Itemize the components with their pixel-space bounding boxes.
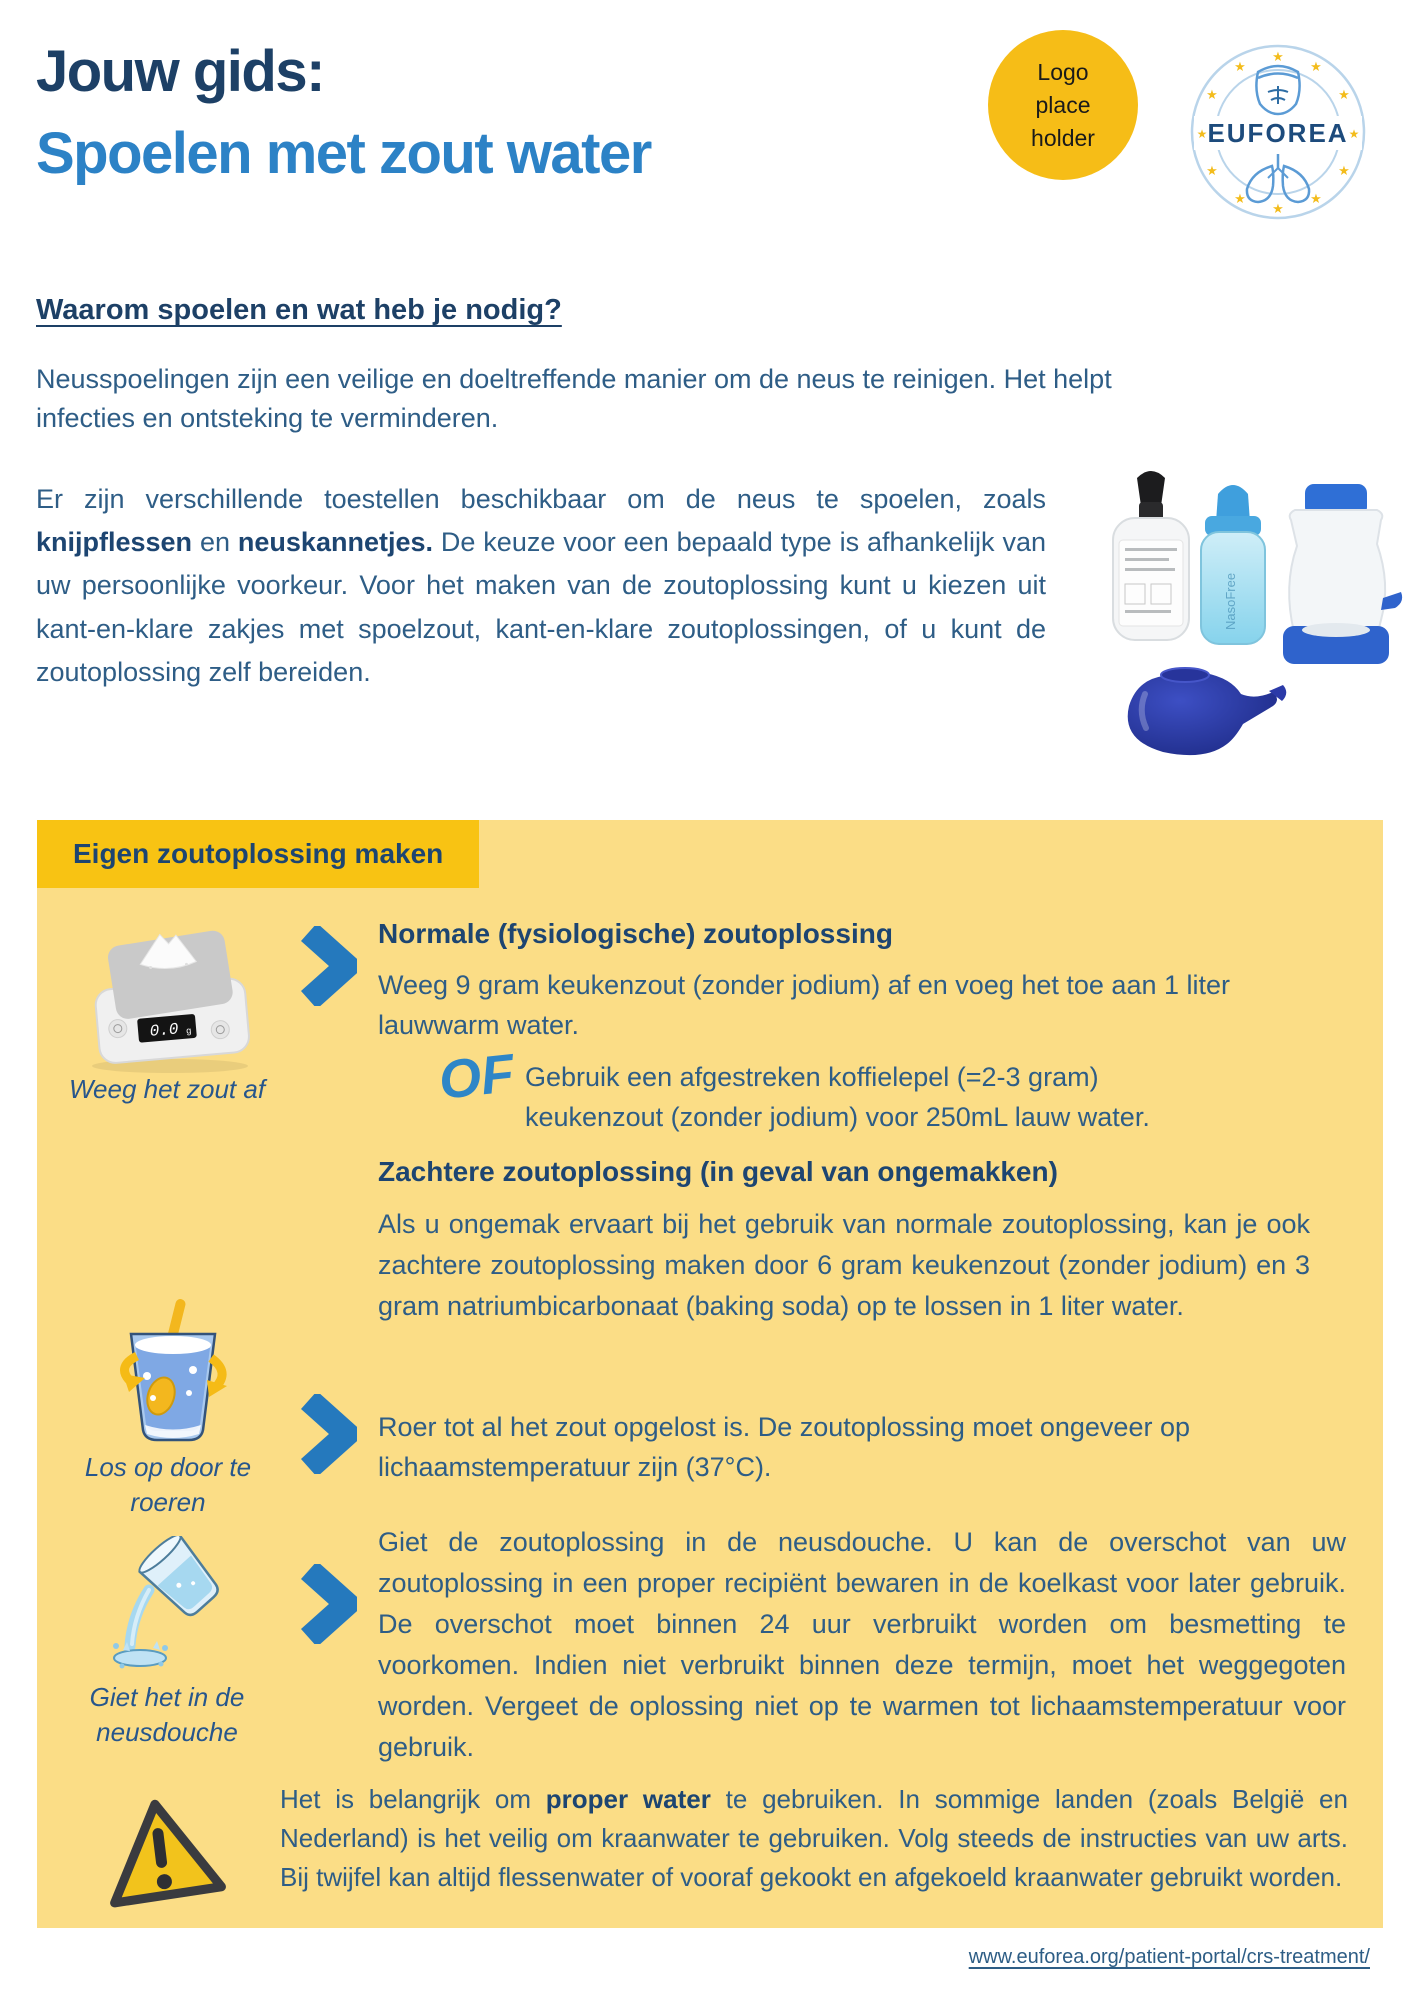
footer-url-link[interactable]: www.euforea.org/patient-portal/crs-treatment/ — [968, 1946, 1370, 1968]
pouring-glass-icon — [113, 1536, 228, 1686]
intro-paragraph-2 — [36, 478, 1046, 694]
intro-paragraph-2-seg1: Er zijn verschillende toestellen beschikbaar om de neus te spoelen, zoals — [36, 484, 1046, 514]
chevron-right-icon — [301, 1564, 357, 1644]
large-rinse-bottle-image — [1283, 484, 1402, 664]
chevron-right-icon — [301, 1394, 357, 1474]
scale-display-value: 0.0 — [149, 1020, 180, 1041]
kitchen-scale-icon — [75, 922, 265, 1077]
neti-pot-image — [1128, 668, 1287, 755]
intro-paragraph-2-bold2: neuskannetjes. — [237, 527, 433, 558]
soft-solution-heading: Zachtere zoutoplossing (in geval van ongemakken) — [378, 1156, 1058, 1187]
warning-icon — [95, 1792, 230, 1912]
or-alternative-text: Gebruik een afgestreken koffielepel (=2-3 gram) keukenzout (zonder jodium) voor 250mL lauw water. — [525, 1062, 1150, 1132]
logo-face-icon — [1256, 66, 1299, 114]
logo-star-left: ★ — [1196, 127, 1208, 141]
svg-text:★: ★ — [1206, 87, 1218, 102]
svg-text:★: ★ — [1234, 59, 1246, 74]
logo-wordmark: EUFOREA — [1207, 118, 1349, 148]
intro-heading: Waarom spoelen en wat heb je nodig? — [36, 294, 562, 326]
logo-placeholder-line1: Logo — [1037, 58, 1089, 85]
intro-paragraph-2-bold1: knijpflessen — [36, 527, 193, 558]
svg-text:★: ★ — [1234, 191, 1246, 206]
svg-text:★: ★ — [1310, 59, 1322, 74]
svg-text:★: ★ — [1206, 163, 1218, 178]
svg-text:★: ★ — [1272, 201, 1284, 216]
page-title-line1: Jouw gids: — [36, 39, 324, 104]
chevron-right-icon — [301, 926, 357, 1006]
water-warning-bold: proper water — [545, 1784, 711, 1814]
or-label: OF — [436, 1043, 517, 1111]
nasal-rinse-devices-image — [1085, 448, 1403, 770]
svg-text:NasoFree: NasoFree — [1223, 572, 1238, 630]
step-weigh-caption: Weeg het zout af — [68, 1074, 266, 1104]
squeeze-bottle-image — [1113, 471, 1189, 640]
water-warning-seg2: te gebruiken. In sommige landen (zoals België en Nederland) is het veilig om kraanwater te gebruiken. Volg steeds de instructies van uw arts. Bij twijfel kan altijd flessenwater of vooraf gekookt en afgekoeld kraanwater gebruikt worden. — [280, 1784, 1348, 1892]
water-warning-text — [280, 1780, 1348, 1897]
stir-instruction-text: Roer tot al het zout opgelost is. De zoutoplossing moet ongeveer op lichaamstemperatuur zijn (37°C). — [378, 1412, 1190, 1482]
normal-solution-text: Weeg 9 gram keukenzout (zonder jodium) af en voeg het toe aan 1 liter lauwwarm water. — [378, 970, 1231, 1040]
svg-text:★: ★ — [1272, 49, 1284, 64]
logo-placeholder — [988, 30, 1138, 180]
blue-rinse-bottle-image — [1201, 485, 1265, 644]
normal-solution-heading: Normale (fysiologische) zoutoplossing — [378, 918, 893, 949]
recipe-panel — [37, 820, 1383, 1928]
intro-paragraph-1: Neusspoelingen zijn een veilige en doeltreffende manier om de neus te reinigen. Het helpt infecties en ontsteking te verminderen. — [36, 364, 1112, 434]
pour-instruction-text: Giet de zoutoplossing in de neusdouche. U kan de overschot van uw zoutoplossing in een proper recipiënt bewaren in de koelkast voor later gebruik. De overschot moet binnen 24 uur verbruikt worden om besmetting te voorkomen. Indien niet verbruikt binnen deze termijn, moet het weggegoten worden. Vergeet de oplossing niet op te warmen tot lichaamstemperatuur voor gebruik. — [378, 1527, 1346, 1763]
svg-text:★: ★ — [1338, 163, 1350, 178]
stirring-glass-icon — [109, 1298, 239, 1458]
scale-display-unit: g — [185, 1025, 192, 1036]
euforea-logo-icon — [1188, 42, 1368, 222]
water-warning-seg1: Het is belangrijk om — [280, 1784, 546, 1814]
logo-placeholder-line3: holder — [1031, 124, 1095, 151]
intro-paragraph-2-seg3: De keuze voor een bepaald type is afhankelijk van uw persoonlijke voorkeur. Voor het maken van de zoutoplossing kunt u kiezen uit kant-en-klare zakjes met spoelzout, kant-en-klare zoutoplossingen, of u kunt de zoutoplossing zelf bereiden. — [36, 527, 1046, 687]
step-stir-caption: Los op door te roeren — [84, 1452, 252, 1518]
step-pour-caption: Giet het in de neusdouche — [89, 1682, 245, 1748]
intro-paragraph-2-seg2: en — [192, 527, 238, 558]
logo-placeholder-line2: place — [1035, 91, 1091, 118]
page-title-line2: Spoelen met zout water — [36, 121, 651, 186]
recipe-panel-tab: Eigen zoutoplossing maken — [37, 820, 479, 888]
soft-solution-text: Als u ongemak ervaart bij het gebruik van normale zoutoplossing, kan je ook zachtere zoutoplossing maken door 6 gram keukenzout (zonder jodium) en 3 gram natriumbicarbonaat (baking soda) op te lossen in 1 liter water. — [378, 1209, 1310, 1322]
svg-text:★: ★ — [1338, 87, 1350, 102]
svg-text:★: ★ — [1310, 191, 1322, 206]
logo-star-right: ★ — [1348, 127, 1360, 141]
